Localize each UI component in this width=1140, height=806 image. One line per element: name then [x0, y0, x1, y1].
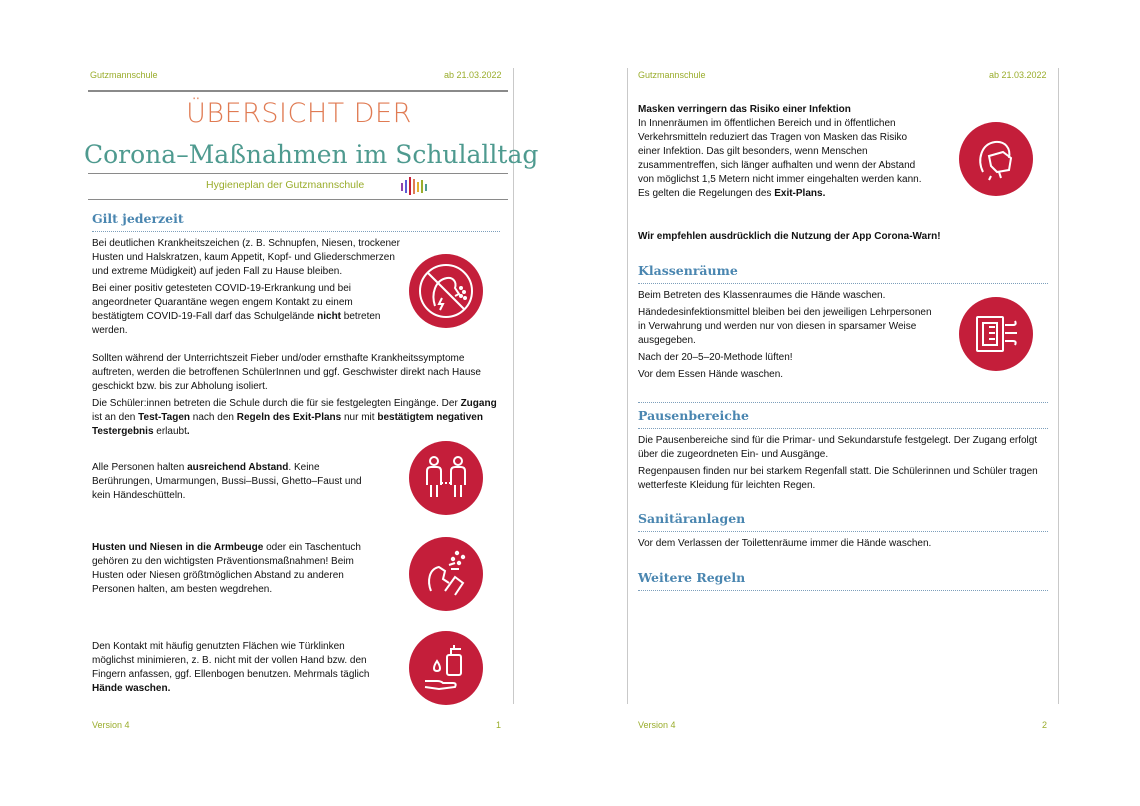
ventilation-icon	[959, 297, 1033, 371]
illness-during-school-paragraph	[92, 352, 502, 442]
sanitaer-paragraph: Vor dem Verlassen der Toilettenräume immer die Hände waschen.	[638, 538, 932, 549]
section-divider	[638, 531, 1048, 532]
page-1	[84, 60, 539, 730]
touch-paragraph: Den Kontakt mit häufig genutzten Flächen wie Türklinken möglichst minimieren, z. B. nicht mit der vollen Hand bzw. den Fingern anfassen, ggf. Ellenbogen benutzen. Mehrmals täglich Hände waschen.	[92, 641, 370, 694]
mask-icon	[959, 122, 1033, 196]
no-symptoms-icon	[409, 254, 483, 328]
entrance-text: Die Schüler:innen betreten die Schule durch die für sie festgelegten Eingänge. Der Zugang ist an den Test-Tagen nach den Regeln des Exit-Plans nur mit bestätigtem negativen Testergebnis erlaubt.	[92, 398, 497, 437]
klassenraeume-paragraph: Beim Betreten des Klassenraumes die Hände waschen. Händedesinfektionsmittel bleiben bei den jeweiligen Lehrpersonen in Verwahrung und werden nur von diesen in sparsamer Weise ausgegeben. Nach der 20–5–20-Methode lüften! Vor dem Essen Hände waschen.	[638, 290, 932, 380]
footer-page-number: 1	[496, 720, 502, 730]
footer-page-number: 2	[1042, 720, 1048, 730]
section-divider	[638, 428, 1048, 429]
page2-left-border	[627, 68, 628, 704]
section-heading-sanitaeranlagen: Sanitäranlagen	[638, 511, 746, 526]
section-divider	[638, 590, 1048, 591]
section-divider	[92, 231, 500, 232]
section-divider	[638, 283, 1048, 284]
symptoms-paragraph	[92, 237, 402, 341]
illness-text: Sollten während der Unterrichtszeit Fieber und/oder ernsthafte Krankheitssymptome auftreten, werden die betroffenen SchülerInnen und ggf. Geschwister direkt nach Hause geschickt bzw. bis zur Abholung isoliert.	[92, 353, 481, 392]
positive-test-text: Bei einer positiv getesteten COVID-19-Erkrankung und bei angeordneter Quarantäne wegen engem Kontakt zu einem bestätigtem COVID-19-Fall darf das Schulgelände nicht betreten werden.	[92, 283, 381, 336]
section-heading-gilt-jederzeit: Gilt jederzeit	[92, 211, 184, 226]
header-school: Gutzmannschule	[638, 70, 706, 80]
footer-version: Version 4	[638, 720, 676, 730]
distance-paragraph: Alle Personen halten ausreichend Abstand. Keine Berührungen, Umarmungen, Bussi–Bussi, Ghetto–Faust und kein Händeschütteln.	[92, 462, 362, 501]
mask-paragraph: Masken verringern das Risiko einer Infektion In Innenräumen im öffentlichen Bereich und in öffentlichen Verkehrsmitteln reduziert das Tragen von Masken das Risiko einer Infektion. Das gilt besonders, wenn Menschen zusammentreffen, sich länger aufhalten und wenn der Abstand von möglichst 1,5 Metern nicht immer eingehalten werden kann. Es gelten die Regelungen des Exit-Plans.	[638, 104, 922, 199]
handwash-icon	[409, 631, 483, 705]
subtitle-rule	[88, 199, 508, 200]
equalizer-logo-icon	[400, 177, 428, 195]
title-line-1: ÜBERSICHT DER	[186, 98, 412, 129]
section-heading-klassenraeume: Klassenräume	[638, 263, 738, 278]
mask-heading: Masken verringern das Risiko einer Infektion	[638, 104, 851, 115]
footer-version: Version 4	[92, 720, 130, 730]
pausenbereiche-paragraph: Die Pausenbereiche sind für die Primar- und Sekundarstufe festgelegt. Der Zugang erfolgt über die zugeordneten Ein- und Ausgänge. Regenpausen finden nur bei starkem Regenfall statt. Die Schülerinnen und Schüler tragen wetterfeste Kleidung für leichten Regen.	[638, 435, 1038, 491]
section-divider	[638, 402, 1048, 403]
page-2	[630, 60, 1060, 730]
symptoms-text: Bei deutlichen Krankheitszeichen (z. B. Schnupfen, Niesen, trockener Husten und Halskratzen, kaum Appetit, Kopf- und Gliederschmerzen und extreme Müdigkeit) auf jeden Fall zu Hause bleiben.	[92, 238, 400, 277]
app-note: Wir empfehlen ausdrücklich die Nutzung der App Corona-Warn!	[638, 231, 941, 242]
header-rule	[88, 90, 508, 92]
header-date: ab 21.03.2022	[989, 70, 1047, 80]
header-school: Gutzmannschule	[90, 70, 158, 80]
title-line-2: Corona–Maßnahmen im Schulalltag	[84, 140, 539, 169]
title-rule	[88, 173, 508, 174]
section-heading-pausenbereiche: Pausenbereiche	[638, 408, 749, 423]
header-date: ab 21.03.2022	[444, 70, 502, 80]
subtitle: Hygieneplan der Gutzmannschule	[206, 179, 365, 191]
cough-icon	[409, 537, 483, 611]
section-heading-weitere-regeln: Weitere Regeln	[638, 570, 746, 585]
cough-paragraph: Husten und Niesen in die Armbeuge oder ein Taschentuch gehören zu den wichtigsten Präventionsmaßnahmen! Beim Husten oder Niesen größtmöglichen Abstand zu anderen Personen halten, am besten wegdrehen.	[92, 542, 361, 595]
distance-icon	[409, 441, 483, 515]
